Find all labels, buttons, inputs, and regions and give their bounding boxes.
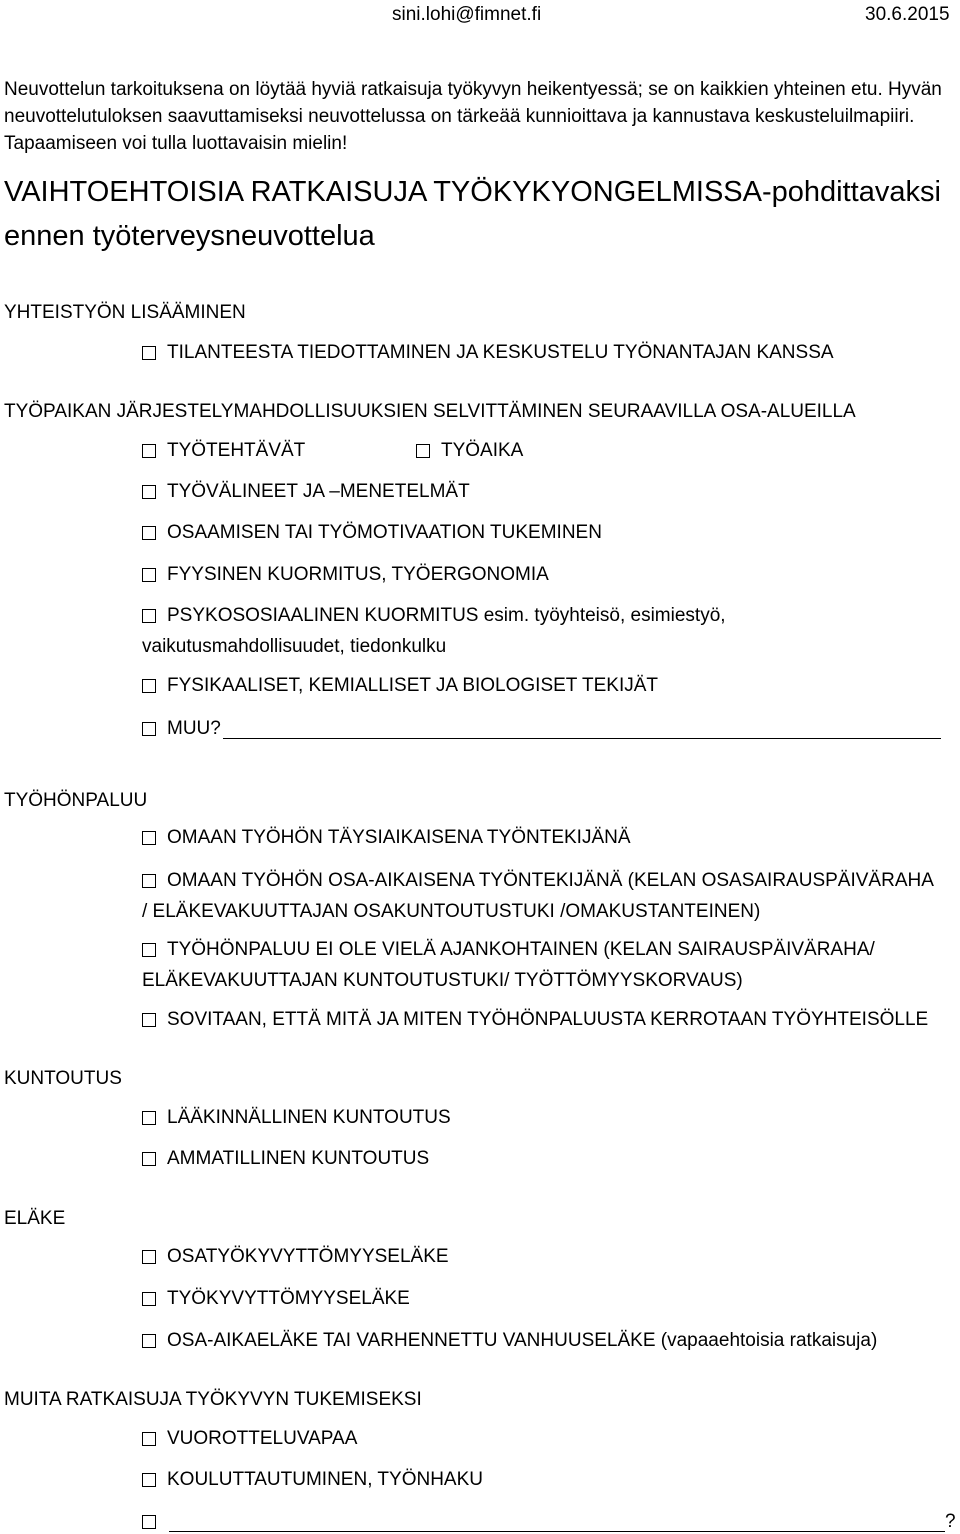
checkbox-label: PSYKOSOSIAALINEN KUORMITUS esim. työyhteisö, esimiestyö,: [167, 605, 726, 626]
checkbox-icon[interactable]: [142, 485, 156, 499]
checkbox-label: AMMATILLINEN KUNTOUTUS: [167, 1148, 430, 1169]
checkbox-item-osa-aikaelake[interactable]: [142, 1330, 877, 1352]
checkbox-icon[interactable]: [142, 1334, 156, 1348]
muu-fill-in-line[interactable]: [223, 720, 941, 739]
checkbox-label: TYÖHÖNPALUU EI OLE VIELÄ AJANKOHTAINEN (KELAN SAIRAUSPÄIVÄRAHA/: [167, 939, 875, 960]
checkbox-icon[interactable]: [416, 444, 430, 458]
checkbox-icon[interactable]: [142, 346, 156, 360]
checkbox-label: KOULUTTAUTUMINEN, TYÖNHAKU: [167, 1469, 483, 1490]
checkbox-item-psykososiaalinen[interactable]: [142, 605, 726, 627]
checkbox-label: TYÖVÄLINEET JA –MENETELMÄT: [167, 481, 470, 502]
checkbox-icon[interactable]: [142, 831, 156, 845]
checkbox-icon[interactable]: [142, 1250, 156, 1264]
checkbox-label: SOVITAAN, ETTÄ MITÄ JA MITEN TYÖHÖNPALUUSTA KERROTAAN TYÖYHTEISÖLLE: [167, 1009, 929, 1030]
checkbox-item-tyovalineet[interactable]: [142, 481, 470, 503]
section-title-kuntoutus: KUNTOUTUS: [4, 1068, 122, 1089]
section-title-muita: MUITA RATKAISUJA TYÖKYVYN TUKEMISEKSI: [4, 1389, 422, 1410]
checkbox-item-osatyokyvyttomyys[interactable]: [142, 1246, 449, 1268]
checkbox-icon[interactable]: [142, 722, 156, 736]
header-email: sini.lohi@fimnet.fi: [392, 4, 542, 25]
section-title-yhteistyo: YHTEISTYÖN LISÄÄMINEN: [4, 302, 246, 323]
checkbox-item-taysiaikainen[interactable]: [142, 827, 631, 849]
checkbox-item-kouluttautuminen[interactable]: [142, 1469, 483, 1491]
checkbox-icon[interactable]: [142, 1152, 156, 1166]
checkbox-icon[interactable]: [142, 444, 156, 458]
checkbox-label: FYYSINEN KUORMITUS, TYÖERGONOMIA: [167, 564, 549, 585]
checkbox-label: TYÖTEHTÄVÄT: [167, 440, 306, 461]
checkbox-label: ?: [945, 1511, 956, 1532]
checkbox-item-osa-aikainen[interactable]: [142, 870, 934, 892]
checkbox-icon[interactable]: [142, 1515, 156, 1529]
checkbox-icon[interactable]: [142, 943, 156, 957]
checkbox-label: OSAAMISEN TAI TYÖMOTIVAATION TUKEMINEN: [167, 522, 602, 543]
checkbox-icon[interactable]: [142, 874, 156, 888]
checkbox-label: TYÖKYVYTTÖMYYSELÄKE: [167, 1288, 410, 1309]
checkbox-label: LÄÄKINNÄLLINEN KUNTOUTUS: [167, 1107, 451, 1128]
section-title-tyopaikka: TYÖPAIKAN JÄRJESTELYMAHDOLLISUUKSIEN SELVITTÄMINEN SEURAAVILLA OSA-ALUEILLA: [4, 401, 856, 422]
checkbox-item-osaaminen[interactable]: [142, 522, 602, 544]
checkbox-label-continued: / ELÄKEVAKUUTTAJAN OSAKUNTOUTUSTUKI /OMAKUSTANTEINEN): [142, 901, 761, 922]
section-title-elake: ELÄKE: [4, 1208, 66, 1229]
checkbox-icon[interactable]: [142, 1432, 156, 1446]
checkbox-item-laakinnallinen[interactable]: [142, 1107, 451, 1129]
checkbox-icon[interactable]: [142, 526, 156, 540]
checkbox-item-tyoaika[interactable]: [416, 440, 523, 462]
checkbox-item-sovitaan[interactable]: [142, 1009, 928, 1031]
checkbox-item-muu-ratkaisu[interactable]: [142, 1511, 956, 1533]
checkbox-label: OSATYÖKYVYTTÖMYYSELÄKE: [167, 1246, 449, 1267]
checkbox-icon[interactable]: [142, 679, 156, 693]
checkbox-icon[interactable]: [142, 1111, 156, 1125]
checkbox-label: OSA-AIKAELÄKE TAI VARHENNETTU VANHUUSELÄKE (vapaaehtoisia ratkaisuja): [167, 1330, 878, 1351]
checkbox-label: VUOROTTELUVAPAA: [167, 1428, 358, 1449]
checkbox-icon[interactable]: [142, 1473, 156, 1487]
checkbox-icon[interactable]: [142, 1292, 156, 1306]
checkbox-label: FYSIKAALISET, KEMIALLISET JA BIOLOGISET TEKIJÄT: [167, 675, 659, 696]
checkbox-item-tyotehtavat[interactable]: [142, 440, 305, 462]
checkbox-item-ammatillinen[interactable]: [142, 1148, 429, 1170]
checkbox-item-fyysinen-kuormitus[interactable]: [142, 564, 549, 586]
checkbox-item-tiedottaminen[interactable]: [142, 342, 834, 364]
checkbox-label: TILANTEESTA TIEDOTTAMINEN JA KESKUSTELU TYÖNANTAJAN KANSSA: [167, 342, 834, 363]
checkbox-item-fysikaaliset[interactable]: [142, 675, 658, 697]
checkbox-label: TYÖAIKA: [441, 440, 524, 461]
checkbox-item-vuorotteluvapaa[interactable]: [142, 1428, 357, 1450]
checkbox-icon[interactable]: [142, 568, 156, 582]
intro-paragraph: Neuvottelun tarkoituksena on löytää hyviä ratkaisuja työkyvyn heikentyessä; se on kaikkien yhteinen etu. Hyvän neuvottelutuloksen saavuttamiseksi neuvottelussa on tärkeää kunnioittava ja kannustava keskusteluilmapiiri. Tapaamiseen voi tulla luottavaisin mielin!: [4, 79, 942, 154]
checkbox-label-continued: vaikutusmahdollisuudet, tiedonkulku: [142, 636, 447, 657]
checkbox-item-muu[interactable]: [142, 718, 941, 740]
checkbox-item-tyokyvyttomyys[interactable]: [142, 1288, 410, 1310]
checkbox-item-ei-ajankohtainen[interactable]: [142, 939, 875, 961]
checkbox-icon[interactable]: [142, 1013, 156, 1027]
section-title-tyohonpaluu: TYÖHÖNPALUU: [4, 790, 148, 811]
checkbox-label: OMAAN TYÖHÖN OSA-AIKAISENA TYÖNTEKIJÄNÄ (KELAN OSASAIRAUSPÄIVÄRAHA: [167, 870, 934, 891]
checkbox-icon[interactable]: [142, 609, 156, 623]
page-title: VAIHTOEHTOISIA RATKAISUJA TYÖKYKYONGELMISSA-pohdittavaksi ennen työterveysneuvottelua: [4, 176, 941, 252]
checkbox-label: OMAAN TYÖHÖN TÄYSIAIKAISENA TYÖNTEKIJÄNÄ: [167, 827, 631, 848]
checkbox-label-continued: ELÄKEVAKUUTTAJAN KUNTOUTUSTUKI/ TYÖTTÖMYYSKORVAUS): [142, 970, 743, 991]
header-date: 30.6.2015: [865, 4, 950, 25]
checkbox-label: MUU?: [167, 718, 221, 739]
muu-ratkaisu-fill-in-line[interactable]: [169, 1513, 945, 1532]
